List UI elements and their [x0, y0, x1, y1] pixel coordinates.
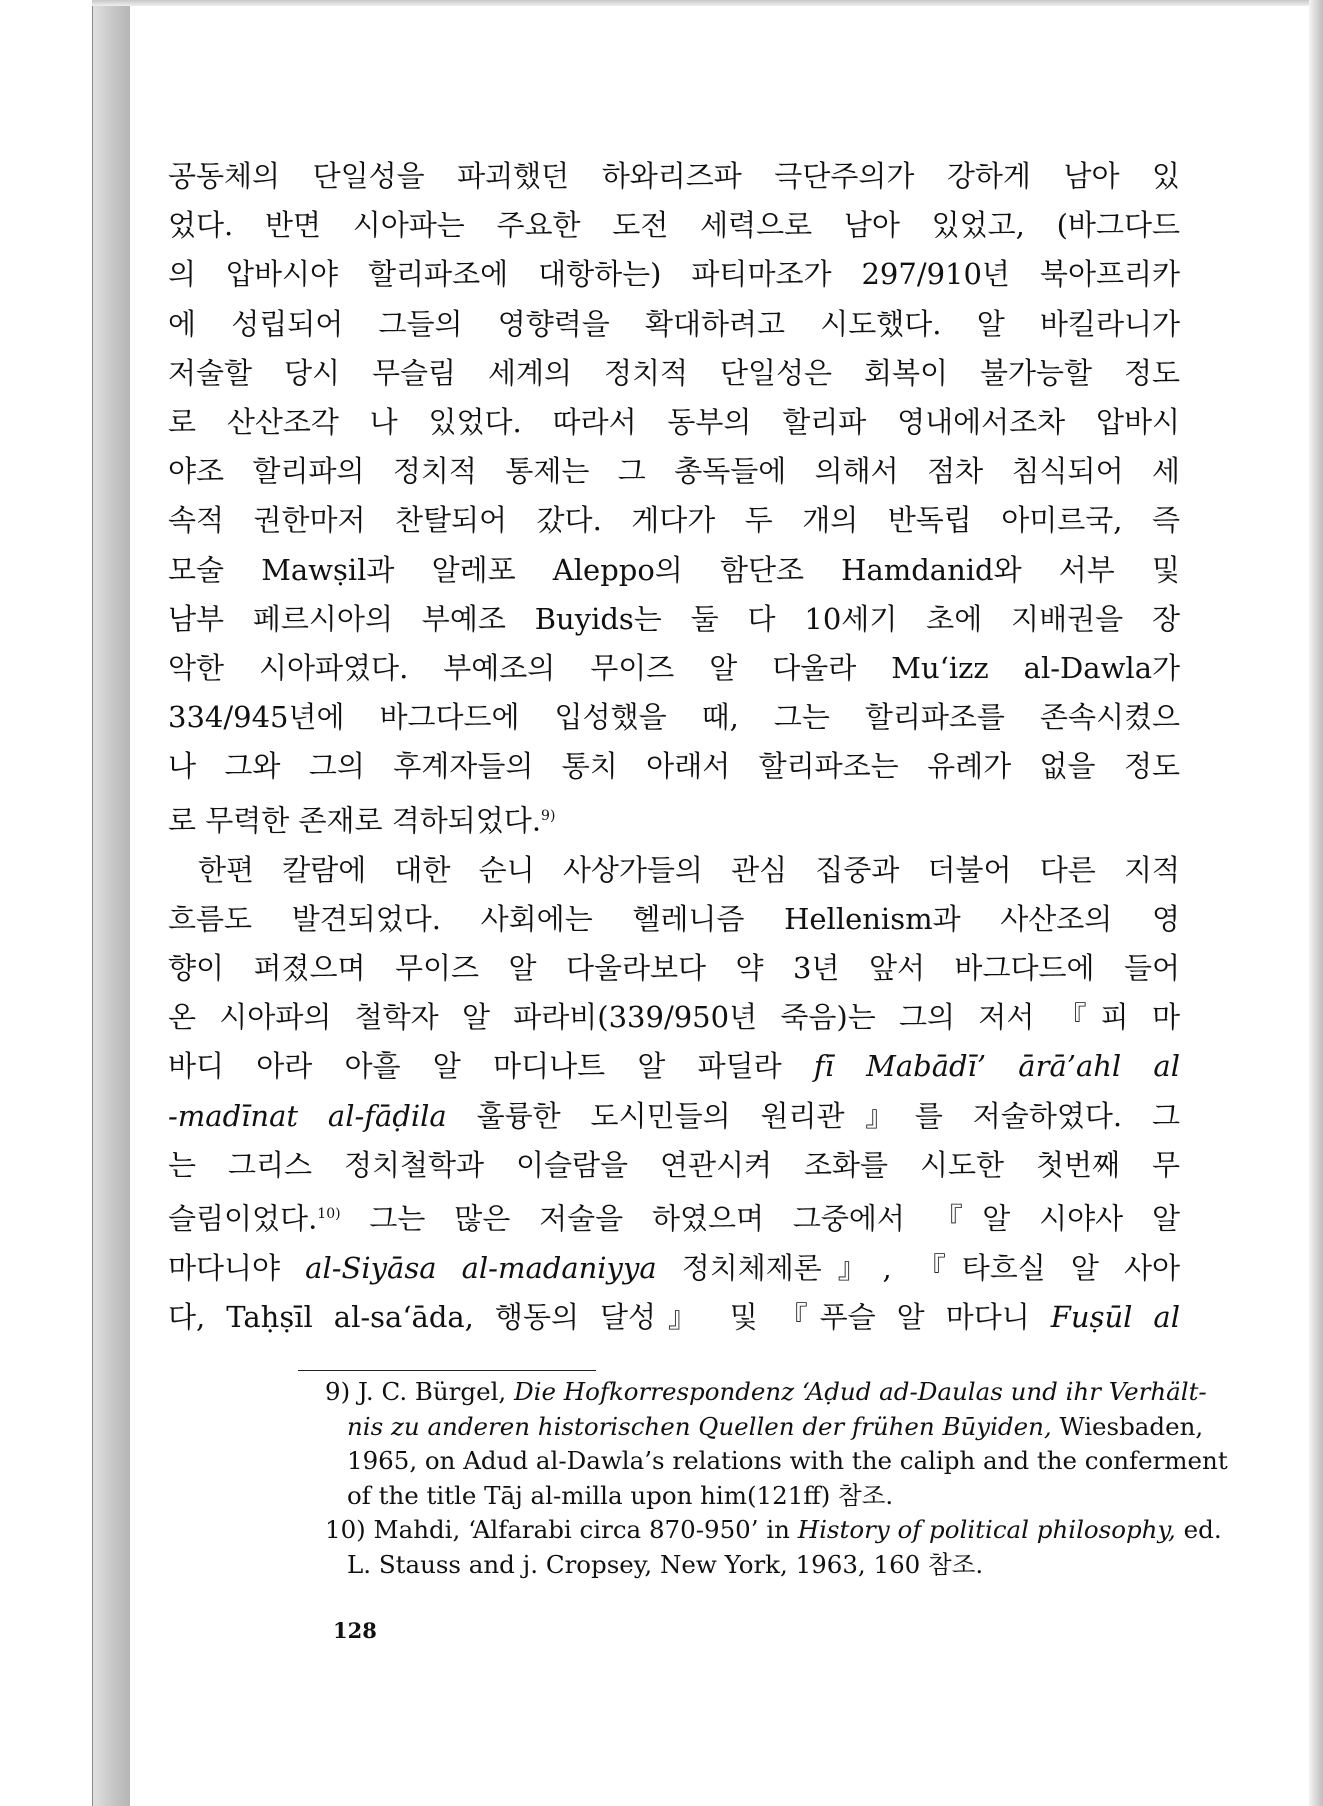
footnote-number: 9)	[325, 1377, 351, 1406]
transliterated-title: al-Siyāsa al-madaniyya	[305, 1250, 657, 1285]
transliterated-title: Fuṣūl al	[1050, 1299, 1180, 1334]
text-line: 온 시아파의 철학자 알 파라비(339/950년 죽음)는 그의 저서 『피 마	[168, 1000, 1180, 1035]
footnote-9-line: 1965, on Adud al-Dawla’s relations with the caliph and the conferment	[347, 1446, 1228, 1475]
footnote-9	[325, 1375, 1207, 1410]
book-spine-edge	[92, 0, 131, 1806]
footnote-place: Wiesbaden,	[1059, 1411, 1204, 1441]
footnote-divider	[298, 1370, 596, 1371]
text-line: 의 압바시야 할리파조에 대항하는) 파티마조가 297/910년 북아프리카	[168, 257, 1180, 292]
footnote-book-title: History of political philosophy,	[797, 1515, 1176, 1544]
footnote-10-line: L. Stauss and j. Cropsey, New York, 1963, 160 참조.	[347, 1549, 984, 1579]
text-line: 속적 권한마저 찬탈되어 갔다. 게다가 두 개의 반독립 아미르국, 즉	[168, 503, 1180, 538]
footnote-book-title: Die Hofkorrespondenz ‘Aḍud ad-Daulas und ihr Verhält-	[514, 1377, 1207, 1406]
text-line: 향이 퍼졌으며 무이즈 알 다울라보다 약 3년 앞서 바그다드에 들어	[168, 950, 1180, 985]
footnote-ref-9[interactable]: 9)	[541, 807, 556, 824]
text-line: 저술할 당시 무슬림 세계의 정치적 단일성은 회복이 불가능할 정도	[168, 355, 1180, 390]
footnote-ref-10[interactable]: 10)	[317, 1205, 341, 1222]
text-line: 로 산산조각 나 있었다. 따라서 동부의 할리파 영내에서조차 압바시	[168, 405, 1180, 440]
footnote-10	[325, 1513, 1222, 1548]
text-line: 악한 시아파였다. 부예조의 무이즈 알 다울라 Mu‘izz al-Dawla가	[168, 651, 1180, 686]
footnotes	[325, 1375, 1228, 1582]
text-segment: 그는 많은 저술을 하였으며 그중에서 『알 시야사 알	[369, 1201, 1181, 1236]
footnote-9-line	[325, 1410, 1204, 1445]
text-line	[168, 1244, 1180, 1293]
text-line: 었다. 반면 시아파는 주요한 도전 세력으로 남아 있었고, (바그다드	[168, 208, 1180, 243]
text-segment: 다, Taḥṣīl al-sa‘āda, 행동의 달성』 및 『푸슬 알 마다니	[168, 1299, 1030, 1334]
text-line: 에 성립되어 그들의 영향력을 확대하려고 시도했다. 알 바킬라니가	[168, 306, 1180, 341]
transliterated-title: -madīnat al-fāḍila	[168, 1098, 447, 1133]
transliterated-title: fī Mabādī’ ārā’ahl al	[813, 1049, 1180, 1084]
text-line: 는 그리스 정치철학과 이슬람을 연관시켜 조화를 시도한 첫번째 무	[168, 1147, 1180, 1182]
footnote-text: Mahdi, ‘Alfarabi circa 870-950’ in	[373, 1515, 790, 1544]
text-segment: 훌륭한 도시민들의 원리관』를 저술하였다. 그	[476, 1098, 1180, 1133]
text-line: 공동체의 단일성을 파괴했던 하와리즈파 극단주의가 강하게 남아 있	[168, 159, 1180, 193]
text-line	[168, 1092, 1180, 1141]
text-segment: 로 무력한 존재로 격하되었다.	[168, 803, 542, 838]
text-segment: 바디 아라 아흘 알 마디나트 알 파딜라	[168, 1049, 782, 1084]
page-number: 128	[333, 1618, 377, 1643]
text-line: 나 그와 그의 후계자들의 통치 아래서 할리파조는 유례가 없을 정도	[168, 749, 1180, 784]
text-line	[168, 1042, 1180, 1091]
footnote-author: J. C. Bürgel,	[357, 1377, 507, 1406]
text-segment: 마다니야	[168, 1250, 281, 1285]
text-line: 334/945년에 바그다드에 입성했을 때, 그는 할리파조를 존속시켰으	[168, 700, 1180, 735]
text-line: 모술 Mawṣil과 알레포 Aleppo의 함단조 Hamdanid와 서부 및	[168, 552, 1180, 587]
text-segment: 정치체제론』, 『타흐실 알 사아	[681, 1250, 1180, 1285]
footnote-text: ed.	[1183, 1515, 1222, 1544]
main-body-text	[168, 152, 1180, 1342]
paragraph-start-line: 한편 칼람에 대한 순니 사상가들의 관심 집중과 더불어 다른 지적	[198, 852, 1180, 887]
text-line	[168, 792, 1180, 846]
text-segment: 슬림이었다.	[168, 1201, 318, 1236]
text-line: 흐름도 발견되었다. 사회에는 헬레니즘 Hellenism과 사산조의 영	[168, 901, 1180, 936]
footnote-number: 10)	[325, 1515, 366, 1544]
footnote-book-title: nis zu anderen historischen Quellen der frühen Būyiden,	[347, 1411, 1052, 1441]
text-line: 야조 할리파의 정치적 통제는 그 총독들에 의해서 점차 침식되어 세	[168, 454, 1180, 489]
text-line	[168, 1190, 1180, 1244]
footnote-9-line: of the title Tāj al-milla upon him(121ff) 참조.	[347, 1480, 894, 1510]
text-line	[168, 1293, 1180, 1342]
book-right-edge	[1309, 0, 1323, 1806]
text-line: 남부 페르시아의 부예조 Buyids는 둘 다 10세기 초에 지배권을 장	[168, 601, 1180, 636]
